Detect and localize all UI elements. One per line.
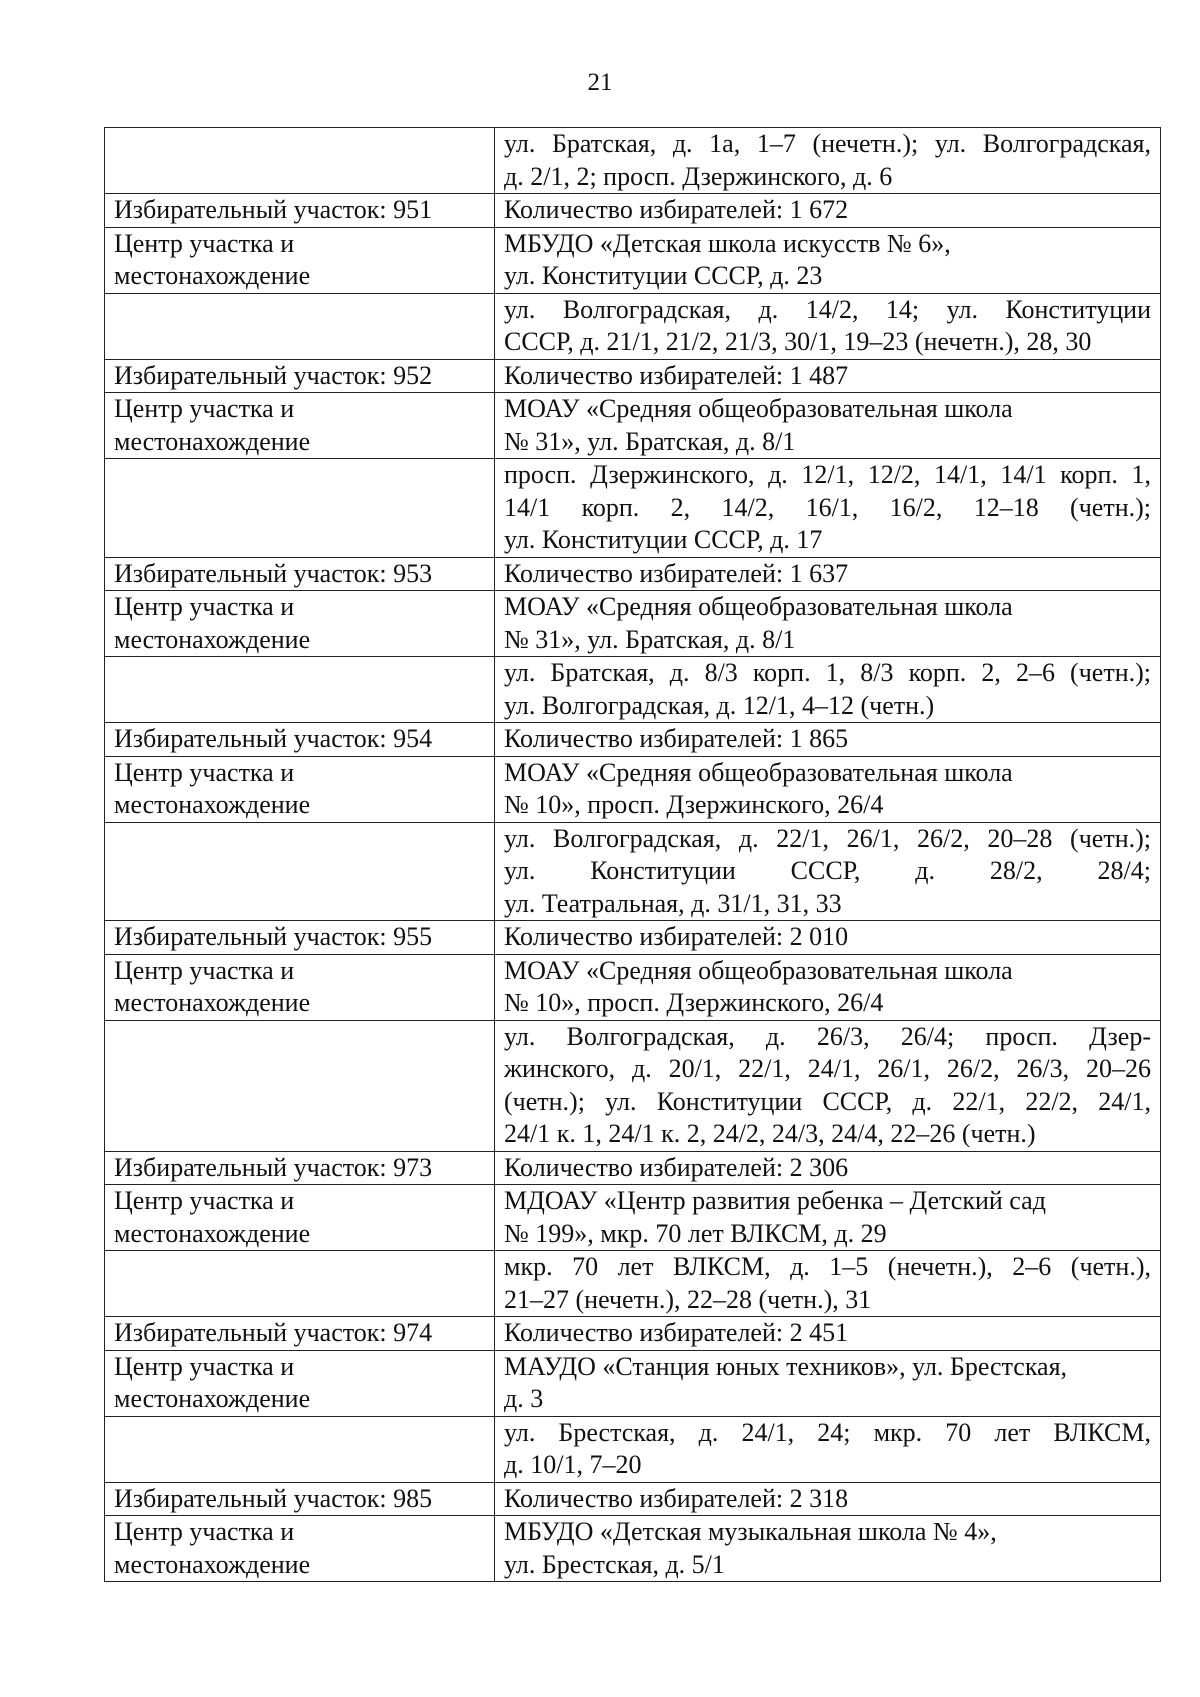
center-label-cell (105, 1350, 495, 1416)
empty-cell (105, 293, 495, 359)
addresses-cell (495, 822, 1161, 921)
center-label-cell (105, 954, 495, 1020)
cell-text-line: ул. Волгоградская, д. 14/2, 14; ул. Конституции (504, 294, 1151, 324)
cell-text-line: местонахождение (114, 1218, 311, 1248)
voter-count-cell (495, 359, 1161, 393)
station-row (105, 359, 1161, 393)
station-number-cell (105, 1317, 495, 1351)
polling-stations-table (104, 127, 1161, 1582)
cell-text-line: МБУДО «Детская школа искусств № 6», (504, 228, 951, 258)
voter-count-cell (495, 194, 1161, 228)
address-row (105, 1251, 1161, 1317)
cell-text-line: № 31», ул. Братская, д. 8/1 (504, 426, 796, 456)
address-row (105, 459, 1161, 558)
station-number-cell (105, 1151, 495, 1185)
voter-count-cell (495, 723, 1161, 757)
cell-text-line: (четн.); ул. Конституции СССР, д. 22/1, 22/2, 24/1, (504, 1086, 1151, 1116)
empty-cell (105, 822, 495, 921)
cell-text-line: Количество избирателей: 1 637 (504, 558, 849, 588)
empty-cell (105, 1416, 495, 1482)
cell-text-line: ул. Конституции СССР, д. 28/2, 28/4; (504, 856, 1151, 885)
cell-text-line: МОАУ «Средняя общеобразовательная школа (504, 757, 1013, 787)
cell-text-line: Количество избирателей: 1 672 (504, 195, 849, 224)
cell-text-line: местонахождение (114, 1549, 311, 1579)
cell-text-line: ул. Братская, д. 8/3 корп. 1, 8/3 корп. 2, 2–6 (четн.); (504, 658, 1151, 687)
cell-text-line: мкр. 70 лет ВЛКСМ, д. 1–5 (нечетн.), 2–6 (четн.), (504, 1252, 1151, 1281)
empty-cell (105, 128, 495, 194)
center-location-cell (495, 591, 1161, 657)
empty-cell (105, 1251, 495, 1317)
cell-text-line: ул. Братская, д. 1а, 1–7 (нечетн.); ул. Волгоградская, (504, 129, 1151, 158)
cell-text-line: ул. Конституции СССР, д. 23 (504, 261, 823, 290)
cell-text-line: 24/1 к. 1, 24/1 к. 2, 24/2, 24/3, 24/4, 22–26 (четн.) (504, 1119, 1036, 1148)
cell-text-line: МОАУ «Средняя общеобразовательная школа (504, 955, 1013, 985)
station-row (105, 1482, 1161, 1516)
cell-text-line: д. 10/1, 7–20 (504, 1450, 642, 1479)
cell-text-line: № 31», ул. Братская, д. 8/1 (504, 624, 796, 654)
cell-text-line: Избирательный участок: 974 (114, 1318, 433, 1347)
station-number-cell (105, 1482, 495, 1516)
cell-text-line: ул. Конституции СССР, д. 17 (504, 525, 823, 554)
center-location-cell (495, 227, 1161, 293)
center-location-cell (495, 393, 1161, 459)
voter-count-cell (495, 921, 1161, 955)
address-row (105, 822, 1161, 921)
cell-text-line: Центр участка и (114, 757, 295, 787)
cell-text-line: Центр участка и (114, 228, 295, 258)
address-row (105, 128, 1161, 194)
addresses-cell (495, 1251, 1161, 1317)
cell-text-line: Избирательный участок: 951 (114, 195, 433, 224)
center-location-cell (495, 1350, 1161, 1416)
addresses-cell (495, 293, 1161, 359)
cell-text-line: МБУДО «Детская музыкальная школа № 4», (504, 1517, 997, 1546)
cell-text-line: Центр участка и (114, 1186, 295, 1215)
addresses-cell (495, 128, 1161, 194)
cell-text-line: Избирательный участок: 955 (114, 922, 433, 951)
cell-text-line: Избирательный участок: 954 (114, 724, 433, 753)
cell-text-line: Избирательный участок: 953 (114, 558, 433, 588)
cell-text-line: Центр участка и (114, 1351, 295, 1381)
center-row (105, 1516, 1161, 1582)
station-row (105, 723, 1161, 757)
center-label-cell (105, 756, 495, 822)
station-row (105, 1317, 1161, 1351)
cell-text-line: Количество избирателей: 2 010 (504, 922, 849, 951)
address-row (105, 657, 1161, 723)
cell-text-line: ул. Брестская, д. 5/1 (504, 1549, 725, 1579)
center-location-cell (495, 954, 1161, 1020)
station-number-cell (105, 557, 495, 591)
cell-text-line: МДОАУ «Центр развития ребенка – Детский сад (504, 1186, 1046, 1215)
cell-text-line: Количество избирателей: 2 318 (504, 1483, 849, 1513)
station-row (105, 1151, 1161, 1185)
center-row (105, 756, 1161, 822)
cell-text-line: ул. Театральная, д. 31/1, 31, 33 (504, 888, 842, 918)
voter-count-cell (495, 1482, 1161, 1516)
center-location-cell (495, 1185, 1161, 1251)
cell-text-line: Избирательный участок: 985 (114, 1483, 433, 1513)
cell-text-line: ул. Волгоградская, д. 26/3, 26/4; просп. Дзер- (504, 1021, 1151, 1051)
cell-text-line: ул. Волгоградская, д. 12/1, 4–12 (четн.) (504, 690, 935, 720)
addresses-cell (495, 1416, 1161, 1482)
cell-text-line: Количество избирателей: 1 487 (504, 360, 849, 390)
cell-text-line: Центр участка и (114, 1517, 295, 1546)
cell-text-line: 14/1 корп. 2, 14/2, 16/1, 16/2, 12–18 (четн.); (504, 492, 1151, 522)
cell-text-line: Центр участка и (114, 955, 295, 985)
cell-text-line: Избирательный участок: 952 (114, 360, 433, 390)
addresses-cell (495, 459, 1161, 558)
cell-text-line: Центр участка и (114, 394, 295, 423)
cell-text-line: местонахождение (114, 988, 311, 1017)
cell-text-line: д. 3 (504, 1384, 544, 1413)
voter-count-cell (495, 557, 1161, 591)
station-number-cell (105, 921, 495, 955)
page-number: 21 (587, 69, 613, 96)
cell-text-line: местонахождение (114, 261, 311, 290)
cell-text-line: № 10», просп. Дзержинского, 26/4 (504, 790, 884, 819)
address-row (105, 1020, 1161, 1151)
center-label-cell (105, 1185, 495, 1251)
cell-text-line: Количество избирателей: 2 306 (504, 1152, 849, 1182)
station-row (105, 557, 1161, 591)
cell-text-line: МАУДО «Станция юных техников», ул. Брестская, (504, 1351, 1068, 1381)
voter-count-cell (495, 1317, 1161, 1351)
cell-text-line: местонахождение (114, 1384, 311, 1413)
station-number-cell (105, 194, 495, 228)
center-label-cell (105, 1516, 495, 1582)
cell-text-line: Избирательный участок: 973 (114, 1152, 433, 1182)
center-row (105, 591, 1161, 657)
cell-text-line: СССР, д. 21/1, 21/2, 21/3, 30/1, 19–23 (нечетн.), 28, 30 (504, 327, 1092, 356)
addresses-cell (495, 1020, 1161, 1151)
empty-cell (105, 657, 495, 723)
address-row (105, 293, 1161, 359)
cell-text-line: Количество избирателей: 2 451 (504, 1318, 849, 1347)
center-row (105, 227, 1161, 293)
station-row (105, 194, 1161, 228)
center-row (105, 1350, 1161, 1416)
cell-text-line: жинского, д. 20/1, 22/1, 24/1, 26/1, 26/2, 26/3, 20–26 (504, 1054, 1151, 1083)
center-location-cell (495, 756, 1161, 822)
station-number-cell (105, 359, 495, 393)
cell-text-line: № 10», просп. Дзержинского, 26/4 (504, 988, 884, 1017)
cell-text-line: ул. Брестская, д. 24/1, 24; мкр. 70 лет ВЛКСМ, (504, 1417, 1151, 1447)
cell-text-line: просп. Дзержинского, д. 12/1, 12/2, 14/1, 14/1 корп. 1, (504, 460, 1151, 489)
cell-text-line: Количество избирателей: 1 865 (504, 724, 849, 753)
center-row (105, 1185, 1161, 1251)
center-row (105, 393, 1161, 459)
addresses-cell (495, 657, 1161, 723)
center-label-cell (105, 393, 495, 459)
empty-cell (105, 459, 495, 558)
cell-text-line: 21–27 (нечетн.), 22–28 (четн.), 31 (504, 1284, 872, 1314)
empty-cell (105, 1020, 495, 1151)
center-location-cell (495, 1516, 1161, 1582)
center-row (105, 954, 1161, 1020)
station-row (105, 921, 1161, 955)
center-label-cell (105, 227, 495, 293)
cell-text-line: ул. Волгоградская, д. 22/1, 26/1, 26/2, 20–28 (четн.); (504, 823, 1151, 853)
cell-text-line: местонахождение (114, 426, 311, 456)
center-label-cell (105, 591, 495, 657)
voter-count-cell (495, 1151, 1161, 1185)
cell-text-line: местонахождение (114, 790, 311, 819)
address-row (105, 1416, 1161, 1482)
cell-text-line: № 199», мкр. 70 лет ВЛКСМ, д. 29 (504, 1218, 887, 1248)
cell-text-line: МОАУ «Средняя общеобразовательная школа (504, 592, 1013, 621)
cell-text-line: д. 2/1, 2; просп. Дзержинского, д. 6 (504, 161, 893, 191)
station-number-cell (105, 723, 495, 757)
cell-text-line: местонахождение (114, 624, 311, 654)
cell-text-line: Центр участка и (114, 592, 295, 621)
cell-text-line: МОАУ «Средняя общеобразовательная школа (504, 394, 1013, 423)
